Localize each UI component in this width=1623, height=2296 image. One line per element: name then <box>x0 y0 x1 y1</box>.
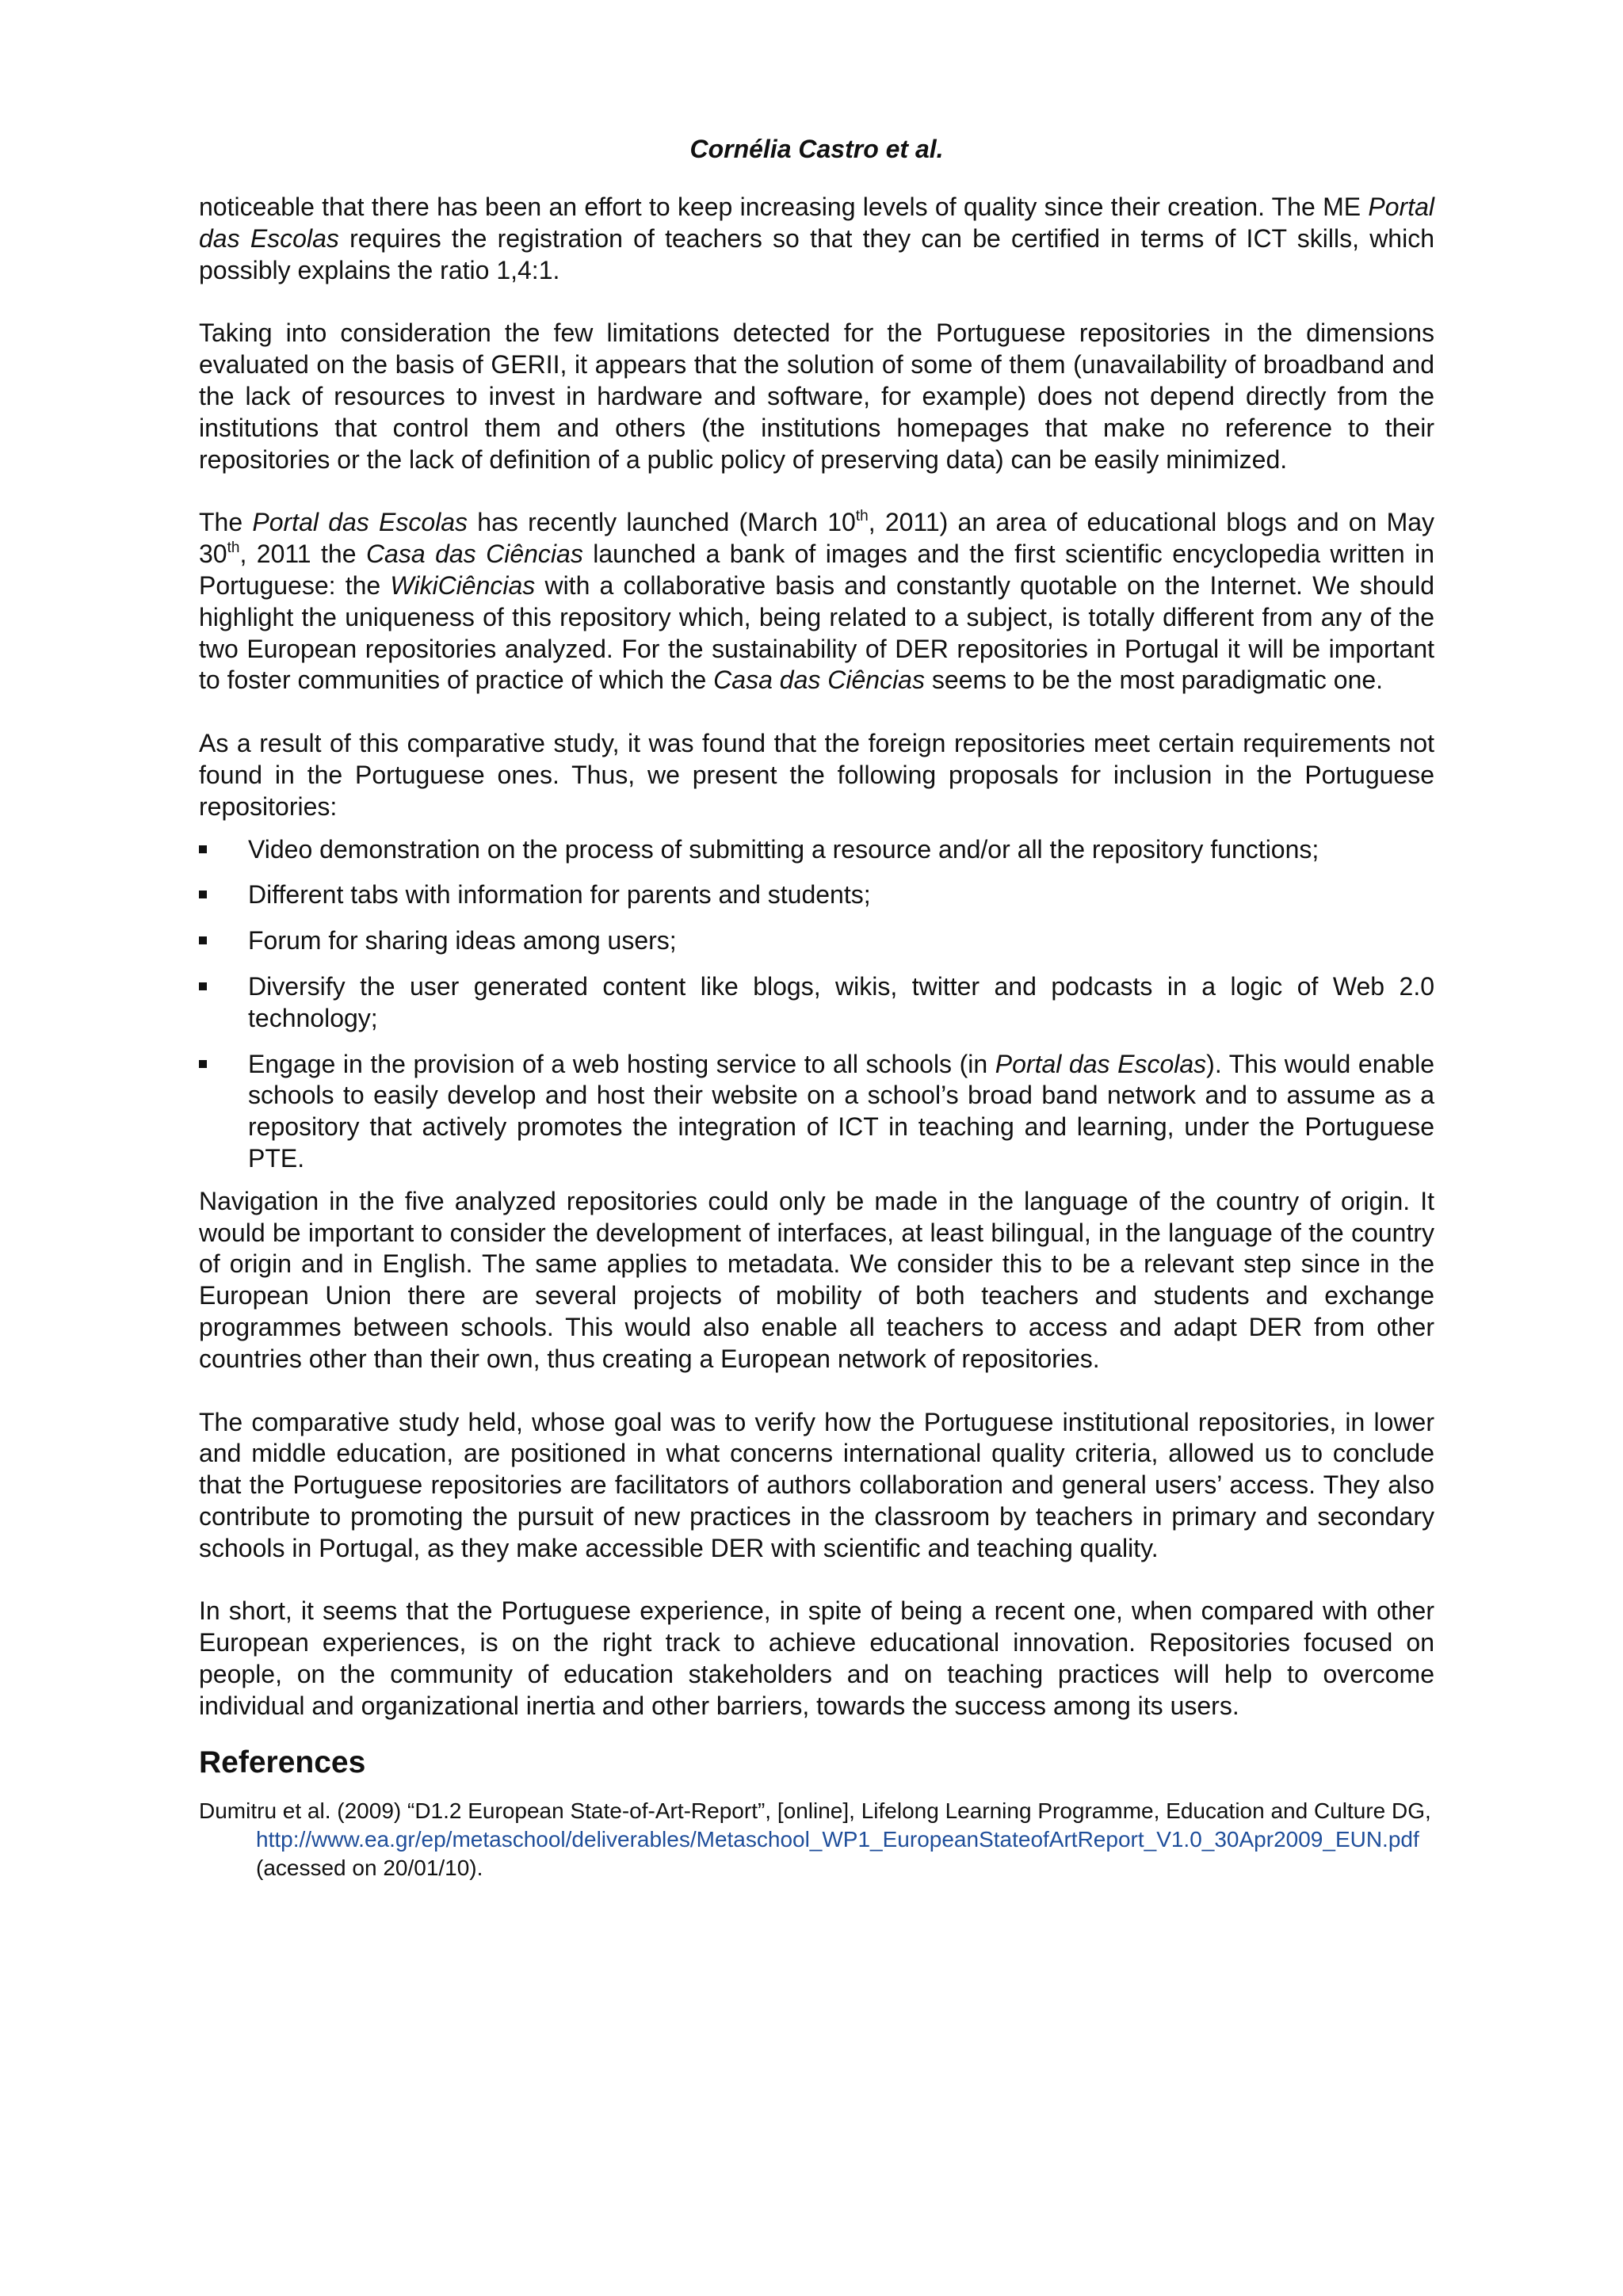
proposal-list <box>199 834 1434 1175</box>
text-run: , 2011) an area of educational blogs and on May 30 <box>199 508 1435 569</box>
italic-run: Portal das Escolas <box>199 193 1434 253</box>
list-item <box>199 925 1434 957</box>
reference-link[interactable]: http://www.ea.gr/ep/metaschool/deliverables/Metaschool_WP1_EuropeanStateofArtReport_V1.0_30Apr2009_EUN.pdf <box>256 1826 1419 1852</box>
list-item <box>199 834 1434 866</box>
italic-run: WikiCiências <box>390 570 536 600</box>
list-item-text: Engage in the provision of a web hosting service to all schools (in <box>248 1049 995 1078</box>
references-heading: References <box>199 1745 366 1779</box>
paragraph-1 <box>199 192 1434 286</box>
list-item <box>199 971 1434 1035</box>
paragraph-7: In short, it seems that the Portuguese experience, in spite of being a recent one, when compared with other European experiences, is on the right track to achieve educational innovation. Repositories focused on people, on the community of education stakeholders and on teaching practices will help to overcome individual and organizational inertia and other barriers, towards the success among its users. <box>199 1596 1434 1720</box>
text-run: noticeable that there has been an effort to keep increasing levels of quality since their creation. The ME <box>199 193 1369 221</box>
italic-run: Portal das Escolas <box>995 1049 1207 1078</box>
text-run: requires the registration of teachers so that they can be certified in terms of ICT skills, which possibly explains the ratio 1,4:1. <box>199 223 1435 284</box>
italic-run: Portal das Escolas <box>252 508 468 537</box>
list-item-text: Forum for sharing ideas among users; <box>248 926 677 955</box>
reference-text: Dumitru et al. (2009) “D1.2 European State-of-Art-Report”, [online], Lifelong Learning Programme, Education and Culture DG, <box>199 1798 1431 1823</box>
paragraph-4: As a result of this comparative study, it was found that the foreign repositories meet certain requirements not found in the Portuguese ones. Thus, we present the following proposals for inclusion in the Portuguese repositories: <box>199 729 1434 821</box>
reference-suffix: (acessed on 20/01/10). <box>256 1855 483 1880</box>
superscript: th <box>855 508 869 525</box>
list-item <box>199 879 1434 911</box>
square-bullet-icon <box>199 936 207 944</box>
square-bullet-icon <box>199 845 207 853</box>
text-run: , 2011 the <box>239 540 366 569</box>
list-item-text: Video demonstration on the process of submitting a resource and/or all the repository functions; <box>248 834 1319 864</box>
paragraph-6: The comparative study held, whose goal was to verify how the Portuguese institutional repositories, in lower and middle education, are positioned in what concerns international quality criteria, allowed us to conclude that the Portuguese repositories are facilitators of authors collaboration and general users’ access. They also contribute to promoting the pursuit of new practices in the classroom by teachers in primary and secondary schools in Portugal, as they make accessible DER with scientific and teaching quality. <box>199 1407 1434 1562</box>
paragraph-5: Navigation in the five analyzed repositories could only be made in the language of the country of origin. It would be important to consider the development of interfaces, at least bilingual, in the language of the country of origin and in English. The same applies to metadata. We consider this to be a relevant step since in the European Union there are several projects of mobility of both teachers and students and exchange programmes between schools. This would also enable all teachers to access and adapt DER from other countries other than their own, thus creating a European network of repositories. <box>199 1186 1434 1373</box>
list-item-text: Diversify the user generated content like blogs, wikis, twitter and podcasts in a logic of Web 2.0 technology; <box>248 971 1434 1032</box>
text-run: The <box>199 508 253 537</box>
list-item-text: ). This would enable schools to easily develop and host their website on a school’s broad band network and to assume as a repository that actively promotes the integration of ICT in teaching and learning, under the Portuguese PTE. <box>248 1049 1435 1173</box>
text-run: with a collaborative basis and constantly quotable on the Internet. We should highlight the uniqueness of this repository which, being related to a subject, is totally different from any of the two European repositories analyzed. For the sustainability of DER repositories in Portugal it will be important to foster communities of practice of which the <box>199 570 1435 695</box>
paragraph-2: Taking into consideration the few limitations detected for the Portuguese repositories in the dimensions evaluated on the basis of GERII, it appears that the solution of some of them (unavailability of broadband and the lack of resources to invest in hardware and software, for example) does not depend directly from the institutions that control them and others (the institutions homepages that make no reference to their repositories or the lack of definition of a public policy of preserving data) can be easily minimized. <box>199 318 1434 474</box>
square-bullet-icon <box>199 1060 207 1068</box>
text-run: launched a bank of images and the first scientific encyclopedia written in Portuguese: the <box>199 540 1435 600</box>
italic-run: Casa das Ciências <box>365 540 583 569</box>
paragraph-3 <box>199 507 1434 696</box>
list-item-text: Different tabs with information for parents and students; <box>248 880 871 910</box>
superscript: th <box>227 540 240 557</box>
square-bullet-icon <box>199 891 207 898</box>
text-run: has recently launched (March 10 <box>468 508 856 537</box>
square-bullet-icon <box>199 982 207 990</box>
text-run: seems to be the most paradigmatic one. <box>924 666 1384 695</box>
running-head: Cornélia Castro et al. <box>689 135 944 163</box>
reference-entry <box>199 1797 1434 1882</box>
italic-run: Casa das Ciências <box>713 666 925 695</box>
list-item <box>199 1049 1434 1175</box>
